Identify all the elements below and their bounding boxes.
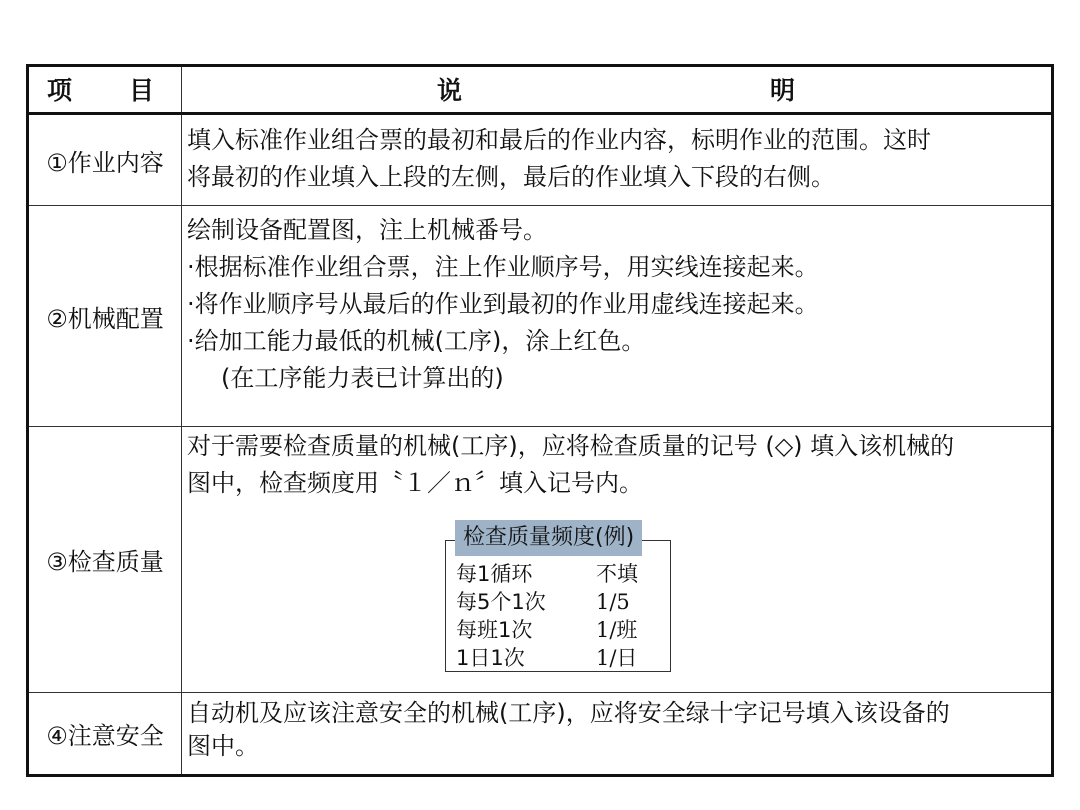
row-description	[187, 122, 1047, 205]
frequency-value: 1/班	[596, 618, 638, 642]
frequency-row	[456, 644, 638, 672]
header-item-char-1: 项	[47, 76, 73, 105]
table-row-work-content	[29, 115, 1051, 205]
desc-line: 图中，检查频度用〝１／ｎ〞填入记号内。	[187, 469, 643, 497]
desc-note: (在工序能力表已计算出的)	[221, 364, 504, 392]
desc-bullet: ·给加工能力最低的机械(工序)，涂上红色。	[187, 327, 646, 355]
frequency-row	[456, 588, 638, 616]
frequency-label: 每班1次	[456, 618, 533, 642]
desc-line: 填入标准作业组合票的最初和最后的作业内容，标明作业的范围。这时	[187, 126, 931, 154]
quality-frequency-box	[445, 525, 671, 672]
quality-frequency-list	[456, 560, 638, 672]
row-description	[187, 212, 1047, 426]
header-desc-char-2: 明	[770, 76, 796, 105]
row-description	[187, 697, 1047, 774]
desc-line: 将最初的作业填入上段的左侧，最后的作业填入下段的右侧。	[187, 163, 835, 191]
row-item-label: ③检查质量	[46, 548, 164, 576]
desc-bullet: ·根据标准作业组合票，注上作业顺序号，用实线连接起来。	[187, 253, 819, 281]
table-row-quality-check	[29, 426, 1051, 692]
desc-bullet: ·将作业顺序号从最后的作业到最初的作业用虚线连接起来。	[187, 290, 819, 318]
frequency-label: 每1循环	[456, 562, 533, 586]
frequency-value: 1/日	[596, 646, 638, 670]
desc-line: 对于需要检查质量的机械(工序)，应将检查质量的记号 (◇) 填入该机械的	[187, 432, 955, 460]
row-item-label: ④注意安全	[46, 722, 164, 750]
row-description	[187, 428, 1047, 692]
table-row-machine-layout	[29, 205, 1051, 426]
frequency-value: 不填	[596, 562, 638, 586]
quality-frequency-title: 检查质量频度(例)	[455, 520, 642, 556]
desc-line: 绘制设备配置图，注上机械番号。	[187, 216, 547, 244]
header-item-char-2: 目	[129, 76, 155, 105]
frequency-label: 每5个1次	[456, 590, 546, 614]
desc-line: 自动机及应该注意安全的机械(工序)，应将安全绿十字记号填入该设备的	[187, 699, 950, 727]
frequency-label: 1日1次	[456, 646, 525, 670]
instruction-table	[26, 64, 1054, 777]
desc-line: 图中。	[187, 732, 259, 760]
table-row-safety	[29, 692, 1051, 774]
row-item-label: ②机械配置	[46, 304, 164, 333]
frequency-row	[456, 560, 638, 588]
row-item-label: ①作业内容	[46, 148, 164, 177]
frequency-row	[456, 616, 638, 644]
header-desc-char-1: 说	[437, 76, 463, 105]
frequency-value: 1/5	[596, 590, 630, 614]
table-header-row	[29, 67, 1051, 115]
